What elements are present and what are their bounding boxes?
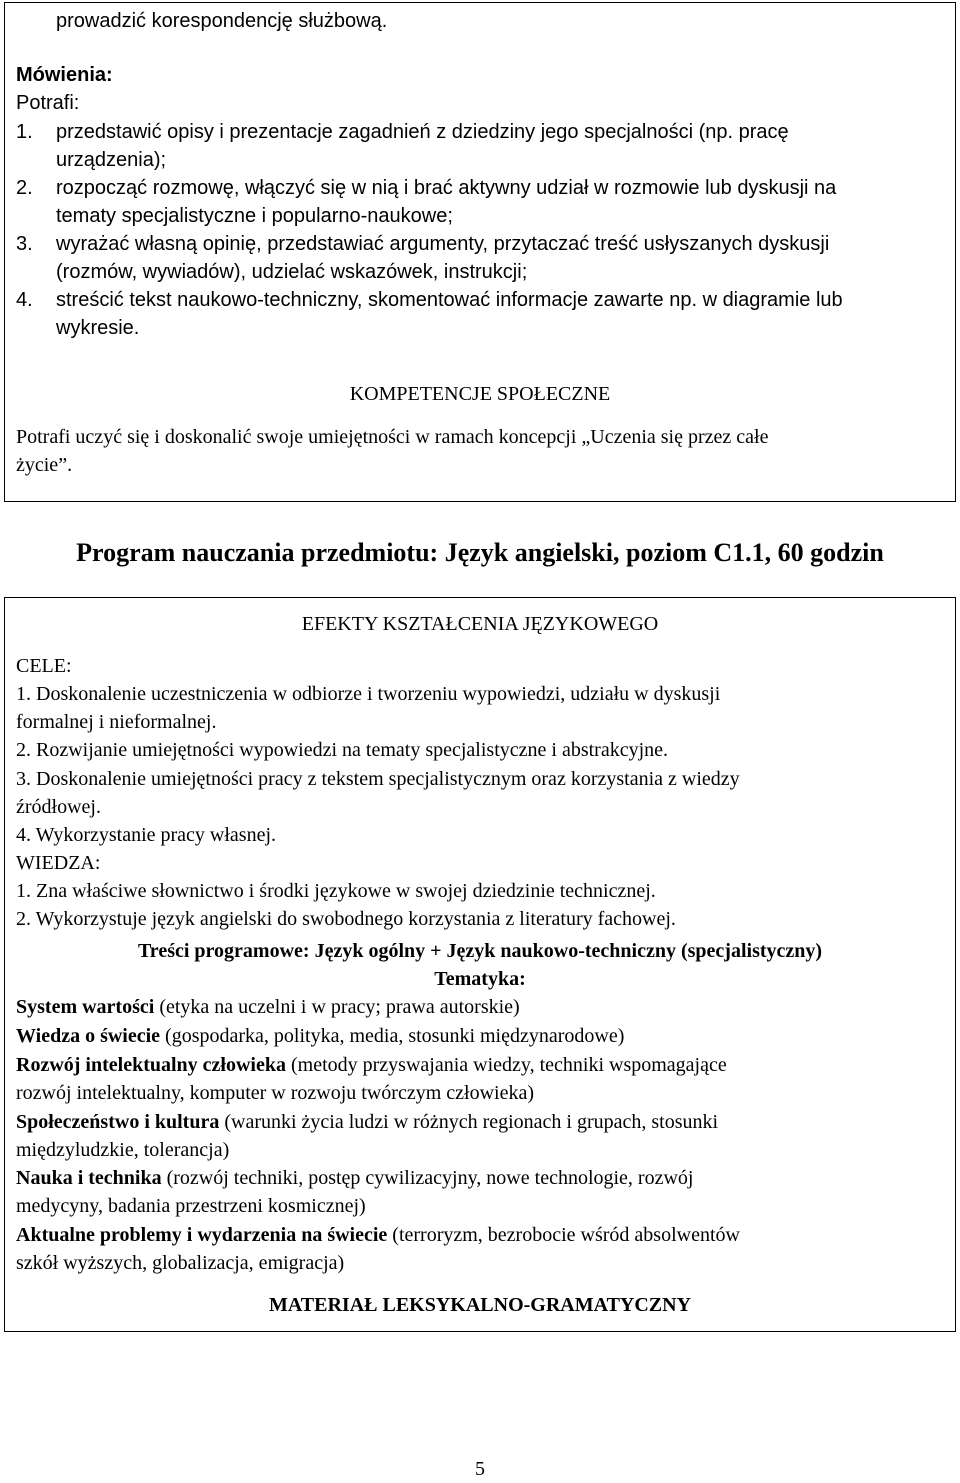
material-heading: MATERIAŁ LEKSYKALNO-GRAMATYCZNY <box>268 1294 692 1316</box>
topic-continuation: rozwój intelektualny, komputer w rozwoju twórczym człowieka) <box>16 1082 534 1104</box>
list-item-text: wykresie. <box>56 317 140 339</box>
tematyka-heading: Tematyka: <box>434 968 526 990</box>
top-continuation-text: prowadzić korespondencję służbową. <box>56 10 388 32</box>
topic-description: (terroryzm, bezrobocie wśród absolwentów <box>387 1224 740 1246</box>
topic-continuation: międzyludzkie, tolerancja) <box>16 1139 230 1161</box>
topic-description: (rozwój techniki, postęp cywilizacyjny, nowe technologie, rozwój <box>161 1167 694 1189</box>
list-item-text: wyrażać własną opinię, przedstawiać argumenty, przytaczać treść usłyszanych dyskusji <box>56 233 830 255</box>
cele-line: źródłowej. <box>16 796 101 818</box>
topic-line <box>16 1164 693 1192</box>
topic-description: (warunki życia ludzi w różnych regionach i grupach, stosunki <box>219 1111 719 1133</box>
list-item-number: 4. <box>16 289 33 311</box>
topic-line <box>16 1051 727 1079</box>
list-item-number: 3. <box>16 233 33 255</box>
list-item-text: tematy specjalistyczne i popularno-naukowe; <box>56 205 453 227</box>
kompetencje-text: Potrafi uczyć się i doskonalić swoje umiejętności w ramach koncepcji „Uczenia się przez całe <box>16 426 769 448</box>
topic-title: Aktualne problemy i wydarzenia na świecie <box>16 1224 388 1246</box>
topic-continuation: szkół wyższych, globalizacja, emigracja) <box>16 1252 345 1274</box>
potrafi-label: Potrafi: <box>16 92 80 114</box>
tresci-heading: Treści programowe: Język ogólny + Język naukowo-techniczny (specjalistyczny) <box>137 940 823 962</box>
topic-title: Nauka i technika <box>16 1167 162 1189</box>
kompetencje-text: życie”. <box>16 454 73 476</box>
topic-line <box>16 993 520 1021</box>
wiedza-line: 1. Zna właściwe słownictwo i środki językowe w swojej dziedzinie technicznej. <box>16 880 656 902</box>
list-item-number: 1. <box>16 121 33 143</box>
list-item-text: streścić tekst naukowo-techniczny, skomentować informacje zawarte np. w diagramie lub <box>56 289 843 311</box>
topic-description: (etyka na uczelni i w pracy; prawa autorskie) <box>154 996 520 1018</box>
kompetencje-heading: KOMPETENCJE SPOŁECZNE <box>349 383 611 405</box>
topic-continuation: medycyny, badania przestrzeni kosmicznej) <box>16 1195 366 1217</box>
efekty-heading: EFEKTY KSZTAŁCENIA JĘZYKOWEGO <box>301 613 659 635</box>
wiedza-line: 2. Wykorzystuje język angielski do swobodnego korzystania z literatury fachowej. <box>16 908 676 930</box>
cele-line: 4. Wykorzystanie pracy własnej. <box>16 824 277 846</box>
cele-heading: CELE: <box>16 655 72 677</box>
wiedza-heading: WIEDZA: <box>16 852 101 874</box>
topic-title: Społeczeństwo i kultura <box>16 1111 220 1133</box>
page-title: Program nauczania przedmiotu: Język angielski, poziom C1.1, 60 godzin <box>76 538 884 567</box>
topic-line <box>16 1221 740 1249</box>
list-item-text: rozpocząć rozmowę, włączyć się w nią i brać aktywny udział w rozmowie lub dyskusji na <box>56 177 837 199</box>
topic-description: (gospodarka, polityka, media, stosunki międzynarodowe) <box>160 1025 625 1047</box>
page-number: 5 <box>475 1458 485 1480</box>
topic-line <box>16 1108 718 1136</box>
cele-line: 1. Doskonalenie uczestniczenia w odbiorze i tworzeniu wypowiedzi, udziału w dyskusji <box>16 683 721 705</box>
list-item-text: przedstawić opisy i prezentacje zagadnień z dziedziny jego specjalności (np. pracę <box>56 121 789 143</box>
topic-description: (metody przyswajania wiedzy, techniki wspomagające <box>285 1054 727 1076</box>
topic-title: System wartości <box>16 996 155 1018</box>
list-item-text: urządzenia); <box>56 149 167 171</box>
cele-line: 2. Rozwijanie umiejętności wypowiedzi na tematy specjalistyczne i abstrakcyjne. <box>16 739 669 761</box>
topic-title: Rozwój intelektualny człowieka <box>16 1054 286 1076</box>
topic-title: Wiedza o świecie <box>16 1025 161 1047</box>
list-item-text: (rozmów, wywiadów), udzielać wskazówek, instrukcji; <box>56 261 528 283</box>
topic-line <box>16 1022 624 1050</box>
cele-line: formalnej i nieformalnej. <box>16 711 217 733</box>
mowienia-heading: Mówienia: <box>16 64 113 86</box>
cele-line: 3. Doskonalenie umiejętności pracy z tekstem specjalistycznym oraz korzystania z wiedzy <box>16 768 740 790</box>
list-item-number: 2. <box>16 177 33 199</box>
